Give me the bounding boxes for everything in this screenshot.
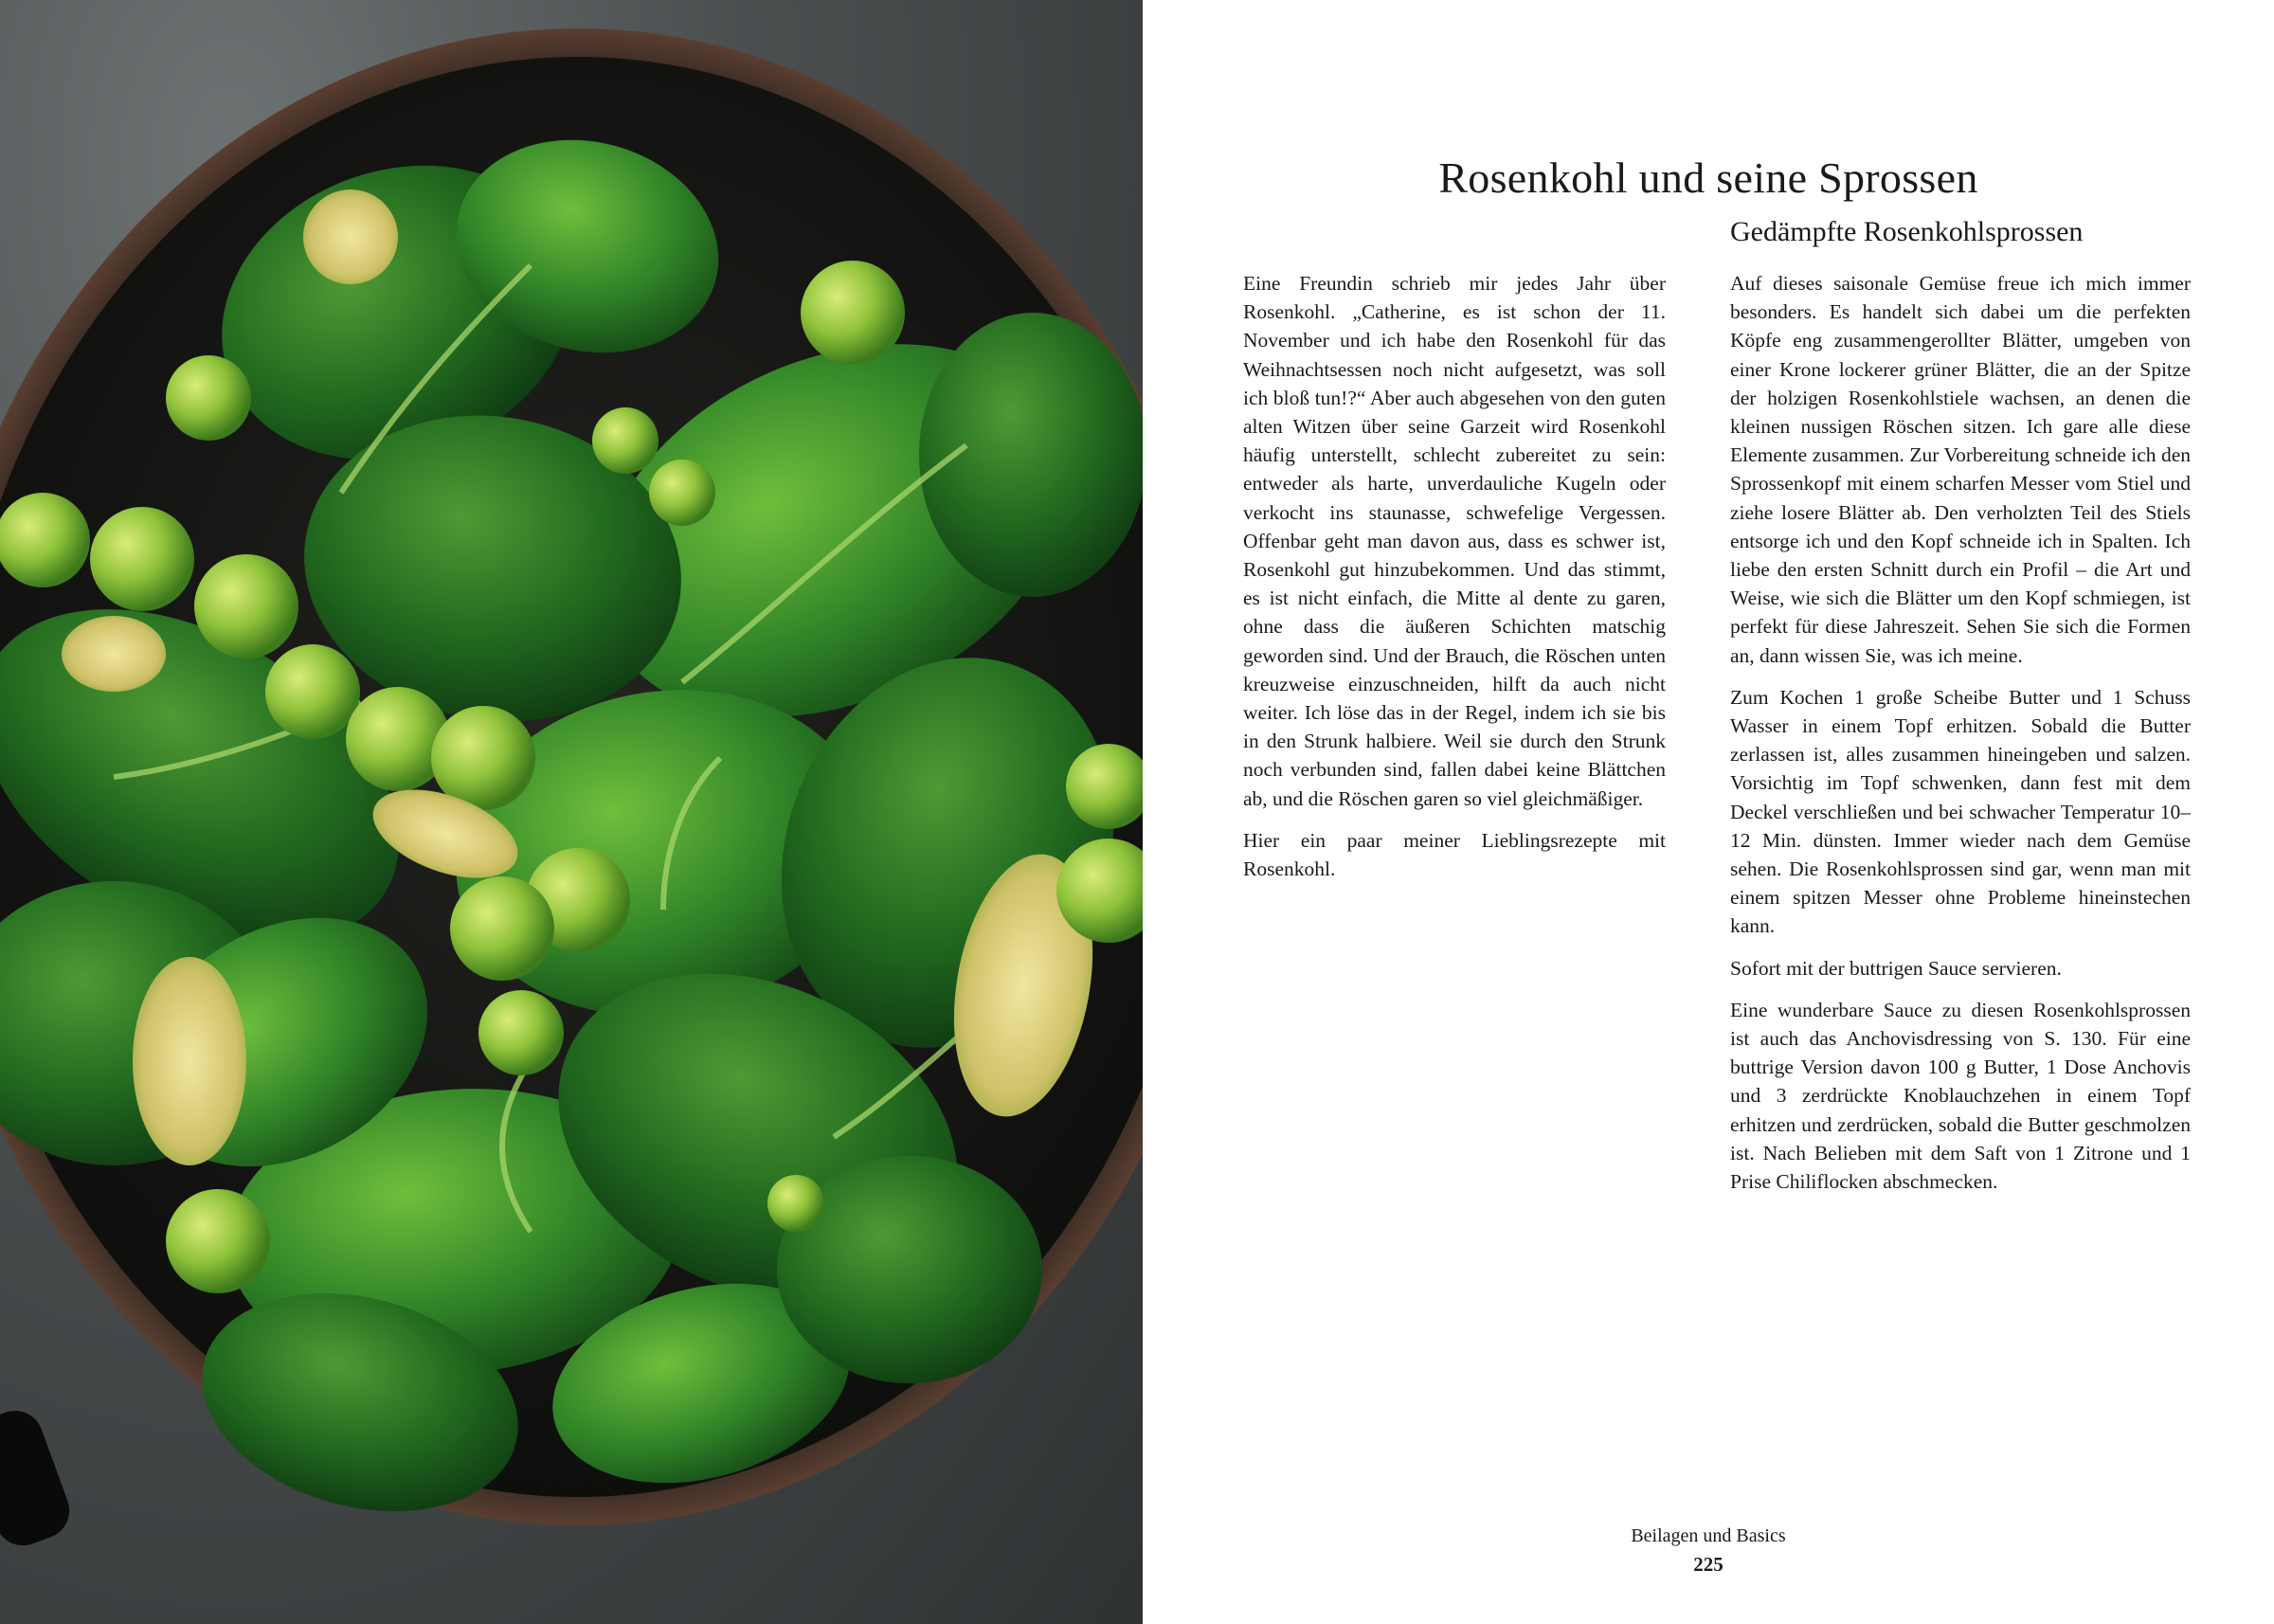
recipe-paragraph: Auf dieses saisonale Gemüse freue ich mich immer besonders. Es handelt sich dabei um die perfekten Köpfe eng zusammengerollter Blätter, umgeben von einer Krone lockerer grüner Blätter, die an der Spitze der holzigen Rosenkohlstiele wachsen, an denen die kleinen nussigen Röschen sitzen. Ich gare alle diese Elemente zusammen. Zur Vorbereitung schneide ich den Sprossenkopf mit einem scharfen Messer vom Stiel und ziehe losere Blätter ab. Den verholzten Teil des Stiels entsorge ich und den Kopf schneide ich in Spalten. Ich liebe den ersten Schnitt durch ein Profil – die Art und Weise, wie sich die Blätter um den Kopf schmiegen, ist perfekt für diese Jahreszeit. Sehen Sie sich die Formen an, dann wissen Sie, was ich meine. (1730, 272, 2191, 667)
section-name: Beilagen und Basics (1631, 1525, 1786, 1546)
page-title: Rosenkohl und seine Sprossen (1438, 153, 1978, 202)
text-page (1143, 0, 2274, 1624)
page-number: 225 (1693, 1553, 1724, 1576)
recipe-title: Gedämpfte Rosenkohlsprossen (1730, 216, 2084, 247)
recipe-paragraph: Sofort mit der buttrigen Sauce servieren. (1730, 956, 2062, 980)
recipe-paragraph: Zum Kochen 1 große Scheibe Butter und 1 Schuss Wasser in einem Topf erhitzen. Sobald die Butter zerlassen ist, alles zusammen hineingeben und salzen. Vorsichtig im Topf schwenken, dann fest mit dem Deckel verschließen und bei schwacher Temperatur 10–12 Min. dünsten. Immer wieder nach dem Gemüse sehen. Die Rosenkohlsprossen sind gar, wenn man mit einem spitzen Messer ohne Probleme hineinstechen kann. (1730, 685, 2191, 938)
intro-paragraph: Eine Freundin schrieb mir jedes Jahr über Rosenkohl. „Catherine, es ist schon der 11. November und ich habe den Rosenkohl für das Weihnachtsessen noch nicht aufgesetzt, was soll ich bloß tun!?“ Aber auch abgesehen von den guten alten Witzen über seine Garzeit wird Rosenkohl häufig unterstellt, schlecht zubereitet zu sein: entweder als harte, unverdauliche Kugeln oder verkocht ins staunasse, schwefelige Vergessen. Offenbar geht man davon aus, dass es schwer ist, Rosenkohl gut hinzubekommen. Und das stimmt, es ist nicht einfach, die Mitte al dente zu garen, ohne dass die äußeren Schichten matschig geworden sind. Und der Brauch, die Röschen unten kreuzweise einzuschneiden, hilft da auch nicht weiter. Ich löse das in der Regel, indem ich sie bis in den Strunk halbiere. Weil sie durch den Strunk noch verbunden sind, fallen dabei keine Blättchen ab, und die Röschen garen so viel gleichmäßiger. (1243, 272, 1666, 810)
intro-paragraph: Hier ein paar meiner Lieblingsrezepte mit Rosenkohl. (1243, 828, 1666, 881)
intro-column (1243, 269, 1666, 896)
recipe-paragraph: Eine wunderbare Sauce zu diesen Rosenkohlsprossen ist auch das Anchovisdressing von S. 130. Für eine buttrige Version davon 100 g Butter, 1 Dose Anchovis und 3 zerdrückte Knoblauchzehen in einem Topf erhitzen und zerdrücken, sobald die Butter geschmolzen ist. Nach Belieben mit dem Saft von 1 Zitrone und 1 Prise Chiliflocken abschmecken. (1730, 998, 2191, 1194)
recipe-column (1730, 269, 2191, 1209)
page-footer (1143, 1525, 2274, 1577)
